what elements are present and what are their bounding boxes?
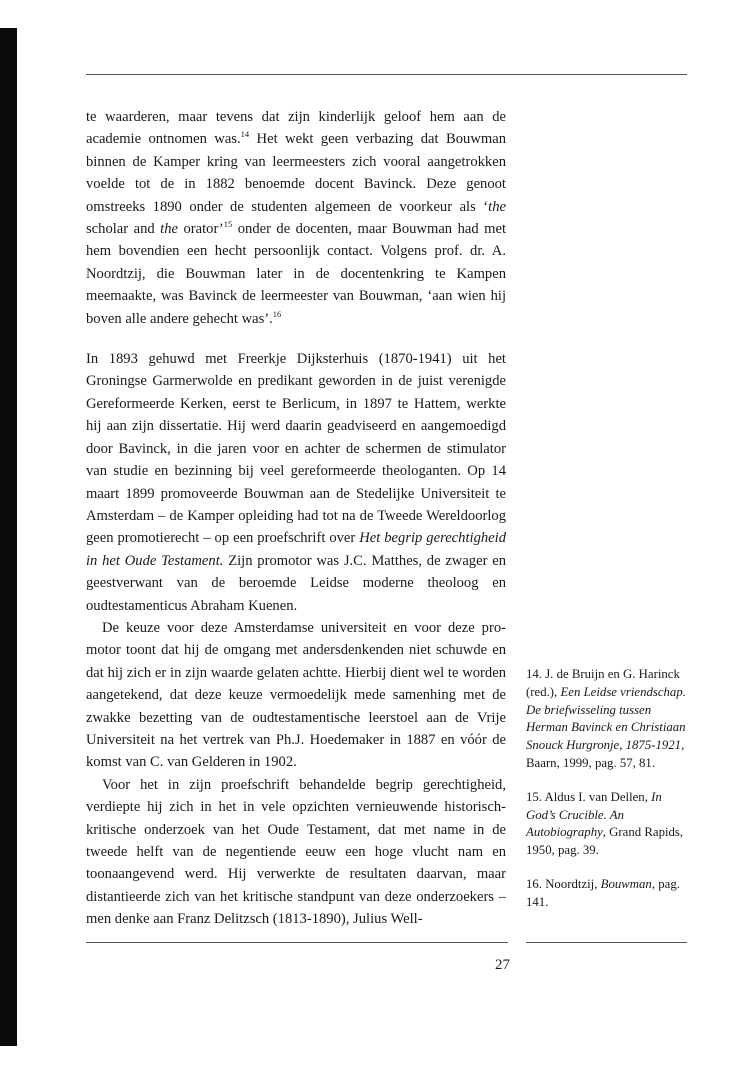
paragraph-2: In 1893 gehuwd met Freerkje Dijksterhuis (1870-1941) uit het Groningse Garmerwolde en predikant geworden in de juist verenigde Gereformeerde Kerken, eerst te Berlicum, in 1897 te Hattem, werkte hij aan zijn dissertatie. Hij werd daarin geadviseerd en aangemoedigd door Bavinck, in die jaren voor en achter de schermen de stimulator van studie en bezinning bij veel gereformeerde theologanten. Op 14 maart 1899 promoveerde Bouwman aan de Stedelijke Universiteit te Amsterdam – de Kamper opleiding had tot na de Tweede Wereldoorlog geen promotierecht – op een proefschrift over Het begrip gerechtigheid in het Oude Testament. Zijn promotor was J.C. Matthes, de zwager en geestverwant van de beroemde Leidse moderne theoloog en oudtestamenticus Abraham Kuenen. xyxy=(86,351,506,614)
footnotes-margin xyxy=(526,666,691,928)
footnote-ref-14: 14 xyxy=(240,129,250,140)
footer-rule-right xyxy=(526,942,687,943)
paragraph-4: Voor het in zijn proefschrift behandelde begrip gerechtigheid, verdiepte hij zich in het in vele opzichten vernieuwende historisch-kritische onderzoek van het Oude Testament, dat met name in de tweede helft van de negentiende eeuw een hoge vlucht nam en toonaangevend werd. Hij verwerkte de resultaten daarvan, maar distantieerde zich van het kritische standpunt van deze onderzoekers – men denke aan Franz Delitzsch (1813-1890), Julius Well- xyxy=(86,776,506,928)
footnote-ref-16: 16 xyxy=(272,308,282,319)
dissertation-title: Het begrip gerechtigheid in het Oude Testament. xyxy=(86,530,506,569)
footnote-16: 16. Noordtzij, Bouwman, pag. 141. xyxy=(526,876,680,909)
scan-binding-edge xyxy=(0,28,17,1046)
footnote-15: 15. Aldus I. van Dellen, In God’s Crucible. An Autobiography, Grand Rapids, 1950, pag. 39. xyxy=(526,789,684,858)
header-rule xyxy=(86,74,687,75)
paragraph-3: De keuze voor deze Amsterdamse universiteit en voor deze promotor toont dat hij de omgang met andersdenkenden niet schuwde en dat hij zich er in zijn waarde gelaten achtte. Hierbij dient wel te worden aangetekend, dat deze keuze vermoedelijk mede samenhing met de zwakke bezetting van de oudtestamentische leerstoel aan de Vrije Universiteit na het vertrek van Ph.J. Hoedemaker in 1887 en vóór de komst van C. van Gelderen in 1902. xyxy=(86,619,506,771)
page-number: 27 xyxy=(495,957,510,973)
main-text-column xyxy=(86,106,506,931)
footnote-ref-15: 15 xyxy=(223,219,233,230)
footer-rule-left xyxy=(86,942,508,943)
footnote-14: 14. J. de Bruijn en G. Harinck (red.), Een Leidse vriendschap. De briefwisseling tussen Herman Bavinck en Christiaan Snouck Hurgronje, 1875-1921, Baarn, 1999, pag. 57, 81. xyxy=(526,667,686,770)
paragraph-1: te waarderen, maar tevens dat zijn kinderlijk geloof hem aan de academie ontnomen was.$^{14}$ Het wekt geen verbazing dat Bouwman binnen de Kamper kring van leermeesters zich vooral aangetrokken voelde tot de in 1882 benoemde docent Bavinck. Deze genoot omstreeks 1890 onder de studenten algemeen de voorkeur als ‘the scholar and the orator’$^{15}$ onder de docenten, maar Bouwman had met hem bovendien een hecht persoonlijk contact. Volgens prof. dr. A. Noordtzij, die Bouwman later in de docentenkring te Kampen meemaakte, was Bavinck de leermeester van Bouwman, ‘aan wien hij boven alle andere gehecht was’.$^{16}$ xyxy=(86,109,507,327)
